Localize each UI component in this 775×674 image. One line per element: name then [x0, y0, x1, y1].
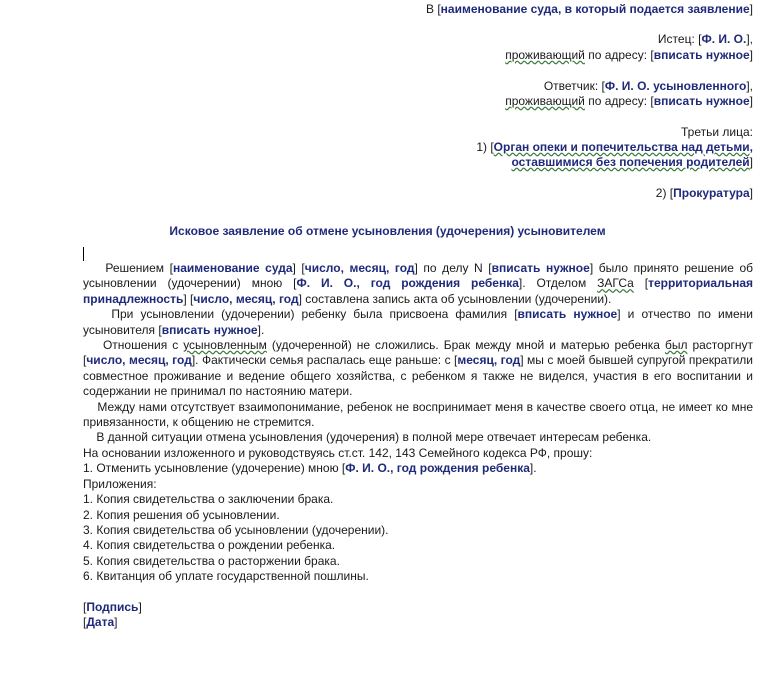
zags-word: ЗАГСа — [597, 276, 634, 291]
field-court-name[interactable]: наименование суда — [172, 261, 293, 275]
signature-line: [Подпись] — [83, 599, 142, 614]
plaintiff-address-label: по адресу: [ — [584, 48, 654, 62]
field-signature[interactable]: Подпись — [86, 599, 139, 614]
appendix-item: 1. Копия свидетельства о заключении брака. — [83, 492, 334, 507]
third-party-2-num: 2) [ — [655, 186, 674, 200]
field-territory[interactable]: территориальная принадлежность — [83, 276, 754, 306]
field-record-date[interactable]: число, месяц, год — [193, 291, 299, 306]
paragraph-2: При усыновлении (удочерении) ребенку была присвоена фамилия [вписать нужное] и отчество по имени усыновителя [вписать нужное]. — [83, 307, 753, 337]
defendant-field[interactable]: Ф. И. О. усыновленного — [604, 79, 747, 93]
court-line: В [наименование суда, в который подается заявление] — [426, 2, 753, 16]
third-party-1-line2: оставшимися без попечения родителей] — [511, 155, 753, 169]
third-party-1-field-line2[interactable]: оставшимися без попечения родителей — [511, 155, 750, 169]
appendix-label: Приложения: — [83, 476, 157, 491]
plaintiff-field[interactable]: Ф. И. О. — [701, 32, 747, 46]
appendix-item: 4. Копия свидетельства о рождении ребенка. — [83, 538, 336, 553]
document-title: Исковое заявление об отмене усыновления (удочерения) усыновителем — [169, 224, 606, 238]
paragraph-4: Между нами отсутствует взаимопонимание, ребенок не воспринимает меня в качестве своего отца, не имеет ко мне привязанности, к общению не стремится. — [83, 399, 753, 430]
plaintiff-label: Истец: [ — [657, 32, 702, 46]
defendant-address-field[interactable]: вписать нужное — [653, 94, 750, 108]
paragraph-3: Отношения с усыновленным (удочеренной) не сложились. Брак между мной и матерью ребенка был расторгнут [число, месяц, год]. Фактически семья распалась еще раньше: с [месяц, год] мы с моей бывшей супругой прекратили совместное проживание и ведение общего хозяйства, с ребенком я также не виделся, участия в его воспитании и содержании не принимал по настоянию матери. — [83, 338, 754, 399]
third-party-2-line: 2) [Прокуратура] — [655, 186, 753, 200]
appendix-item: 5. Копия свидетельства о расторжении брака. — [83, 553, 340, 568]
paragraph-5: В данной ситуации отмена усыновления (удочерения) в полной мере отвечает интересам ребенка. — [96, 430, 652, 445]
court-prefix: В [ — [426, 2, 441, 16]
date-line: [Дата] — [83, 614, 118, 629]
court-field[interactable]: наименование суда, в который подается заявление — [440, 2, 750, 16]
field-patronymic[interactable]: вписать нужное — [161, 322, 258, 337]
defendant-address-line: проживающий по адресу: [вписать нужное] — [505, 94, 753, 108]
third-parties-label: Третьи лица: — [681, 125, 753, 139]
third-party-1-field-line1[interactable]: Орган опеки и попечительства над детьми, — [493, 140, 753, 154]
defendant-line: Ответчик: [Ф. И. О. усыновленного], — [543, 79, 753, 93]
appendix-item: 6. Квитанция об уплате государственной пошлины. — [83, 569, 369, 584]
document-body — [83, 261, 753, 630]
third-party-1-line1 — [476, 140, 753, 155]
field-child-fio[interactable]: Ф. И. О., год рождения ребенка — [296, 276, 519, 291]
plaintiff-address-line: проживающий по адресу: [вписать нужное] — [505, 48, 753, 62]
field-case-number[interactable]: вписать нужное — [491, 261, 590, 275]
plaintiff-address-field[interactable]: вписать нужное — [653, 48, 750, 62]
text-cursor — [83, 247, 84, 261]
field-decision-date[interactable]: число, месяц, год — [304, 261, 415, 275]
paragraph-1: Решением [наименование суда] [число, месяц, год] по делу N [вписать нужное] было принято решение об усыновлении (удочерении) мною [Ф. И. О., год рождения ребенка]. Отделом ЗАГСа [территориальная принадлежность] [число, месяц, год] составлена запись акта об усыновлении (удочерении). — [83, 261, 754, 306]
plaintiff-line: Истец: [Ф. И. О.], — [657, 32, 753, 46]
defendant-label: Ответчик: [ — [543, 79, 605, 93]
request-item-1: 1. Отменить усыновление (удочерение) мною [Ф. И. О., год рождения ребенка]. — [83, 461, 537, 476]
defendant-address-prefix: проживающий — [505, 94, 585, 108]
appendix-item: 3. Копия свидетельства об усыновлении (удочерении). — [83, 522, 389, 537]
third-party-2-field[interactable]: Прокуратура — [673, 186, 750, 200]
defendant-address-label: по адресу: [ — [584, 94, 654, 108]
appendix-item: 2. Копия решения об усыновлении. — [83, 507, 280, 522]
third-party-1-num: 1) [ — [476, 140, 494, 154]
field-separation-date[interactable]: месяц, год — [457, 353, 521, 368]
field-surname[interactable]: вписать нужное — [517, 307, 618, 322]
field-request-fio[interactable]: Ф. И. О., год рождения ребенка — [345, 461, 530, 476]
plaintiff-address-prefix: проживающий — [505, 48, 585, 62]
field-date[interactable]: Дата — [86, 614, 115, 629]
paragraph-6: На основании изложенного и руководствуясь ст.ст. 142, 143 Семейного кодекса РФ, прошу: — [83, 445, 593, 460]
field-divorce-date[interactable]: число, месяц, год — [86, 353, 192, 368]
